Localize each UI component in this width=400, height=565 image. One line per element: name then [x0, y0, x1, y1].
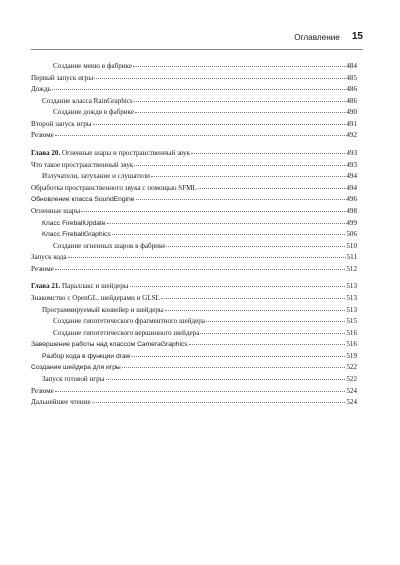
- table-of-contents: [31, 59, 357, 407]
- toc-entry-label: Запуск готовой игры: [42, 375, 105, 384]
- toc-entry-label: Излучатели, затухание и слушатели: [42, 172, 150, 181]
- toc-page-number: 492: [346, 131, 357, 140]
- toc-entry-label: Создание класса RainGraphics: [42, 96, 133, 105]
- dot-leader: [191, 145, 345, 154]
- dot-leader: [55, 127, 346, 136]
- toc-entry-label: Программируемый конвейер и шейдеры: [42, 305, 164, 314]
- toc-page-number: 491: [346, 119, 357, 128]
- dot-leader: [165, 302, 346, 311]
- toc-entry-label: Дождь: [31, 85, 51, 94]
- toc-entry-label: Огненные шары: [31, 206, 81, 215]
- dot-leader: [136, 191, 346, 200]
- dot-leader: [206, 313, 345, 322]
- toc-page-number: 512: [346, 264, 357, 273]
- dot-leader: [133, 58, 345, 67]
- dot-leader: [151, 168, 345, 177]
- toc-page-number: 494: [346, 172, 357, 181]
- dot-leader: [107, 215, 346, 224]
- toc-entry[interactable]: [31, 395, 357, 407]
- dot-leader: [134, 93, 346, 102]
- dot-leader: [55, 383, 346, 392]
- toc-entry-label: Создание шейдера для игры: [31, 364, 121, 372]
- dot-leader: [161, 290, 345, 299]
- toc-entry-label: Завершение работы над классом CameraGraphics: [31, 341, 188, 349]
- page-number: 15: [351, 31, 363, 42]
- dot-leader: [130, 278, 346, 287]
- toc-page-number: 486: [346, 96, 357, 105]
- toc-page-number: 498: [346, 206, 357, 215]
- toc-page-number: 490: [346, 108, 357, 117]
- page-header: [31, 31, 363, 50]
- toc-page-number: 524: [346, 386, 357, 395]
- dot-leader: [68, 249, 346, 258]
- chapter-title: Параллакс и шейдеры: [62, 282, 129, 291]
- toc-entry-label: Резюме: [31, 131, 54, 140]
- toc-page-number: 513: [346, 282, 357, 291]
- toc-page-number: 485: [346, 73, 357, 82]
- dot-leader: [93, 116, 346, 125]
- toc-entry-label: Создание меню в фабрике: [53, 62, 132, 70]
- toc-entry-label: Создание дождя в фабрике: [53, 108, 134, 117]
- toc-entry-label: Класс FireballUpdate: [42, 219, 106, 227]
- toc-page-number: 513: [346, 305, 357, 314]
- toc-page-number: 515: [346, 317, 357, 326]
- dot-leader: [94, 70, 345, 79]
- dot-leader: [134, 157, 345, 166]
- toc-page-number: 513: [346, 293, 357, 302]
- toc-page-number: 484: [346, 62, 357, 70]
- toc-entry-label: [31, 281, 129, 293]
- toc-entry-label: Первый запуск игры: [31, 73, 94, 82]
- toc-page-number: 486: [346, 85, 357, 94]
- toc-page-number: 499: [346, 218, 357, 227]
- toc-entry-label: Резюме: [31, 264, 54, 273]
- dot-leader: [106, 371, 346, 380]
- chapter-number: Глава 21.: [31, 282, 61, 291]
- dot-leader: [198, 180, 346, 189]
- toc-entry-label: Дальнейшее чтение: [31, 398, 91, 407]
- dot-leader: [81, 203, 345, 212]
- toc-entry-label: Что такое пространственный звук: [31, 160, 134, 169]
- toc-page-number: 516: [346, 328, 357, 337]
- toc-entry[interactable]: [31, 128, 357, 140]
- toc-page-number: 522: [346, 375, 357, 384]
- toc-entry-label: Обработка пространственного звука с помощью SFML: [31, 183, 197, 192]
- dot-leader: [135, 104, 345, 113]
- dot-leader: [200, 325, 345, 334]
- toc-page-number: 493: [346, 149, 357, 158]
- dot-leader: [122, 359, 346, 368]
- header-title: Оглавление: [294, 33, 340, 42]
- toc-page-number: 510: [346, 241, 357, 250]
- toc-page-number: 519: [346, 351, 357, 360]
- toc-entry-label: Разбор кода в функции draw: [42, 352, 131, 360]
- dot-leader: [92, 394, 346, 403]
- toc-page-number: 511: [346, 253, 357, 262]
- toc-page-number: 516: [346, 340, 357, 349]
- toc-entry-label: Создание огненных шаров в фабрике: [53, 241, 166, 250]
- toc-entry-label: Резюме: [31, 386, 54, 395]
- toc-entry-label: Запуск кода: [31, 253, 67, 262]
- toc-entry-label: Второй запуск игры: [31, 119, 92, 128]
- dot-leader: [52, 81, 345, 90]
- dot-leader: [166, 238, 345, 247]
- toc-entry[interactable]: [31, 262, 357, 274]
- toc-page-number: 493: [346, 160, 357, 169]
- dot-leader: [55, 261, 346, 270]
- toc-entry-label: Обновление класса SoundEngine: [31, 196, 135, 204]
- toc-page-number: 524: [346, 398, 357, 407]
- toc-entry-label: Знакомство с OpenGL, шейдерами и GLSL: [31, 293, 160, 302]
- toc-page-number: 494: [346, 183, 357, 192]
- dot-leader: [189, 336, 346, 345]
- toc-page-number: 506: [346, 230, 357, 239]
- toc-entry-label: Класс FireballGraphics: [42, 231, 111, 239]
- toc-entry-label: Создание гипотетического фрагментного шейдера: [53, 317, 205, 326]
- dot-leader: [132, 348, 346, 357]
- toc-entry-label: Создание гипотетического вершинного шейдера: [53, 328, 200, 337]
- toc-page-number: 496: [346, 195, 357, 204]
- chapter-number: Глава 20.: [31, 149, 61, 158]
- dot-leader: [112, 226, 346, 235]
- chapter-title: Огненные шары и пространственный звук: [62, 149, 191, 158]
- toc-page-number: 522: [346, 363, 357, 372]
